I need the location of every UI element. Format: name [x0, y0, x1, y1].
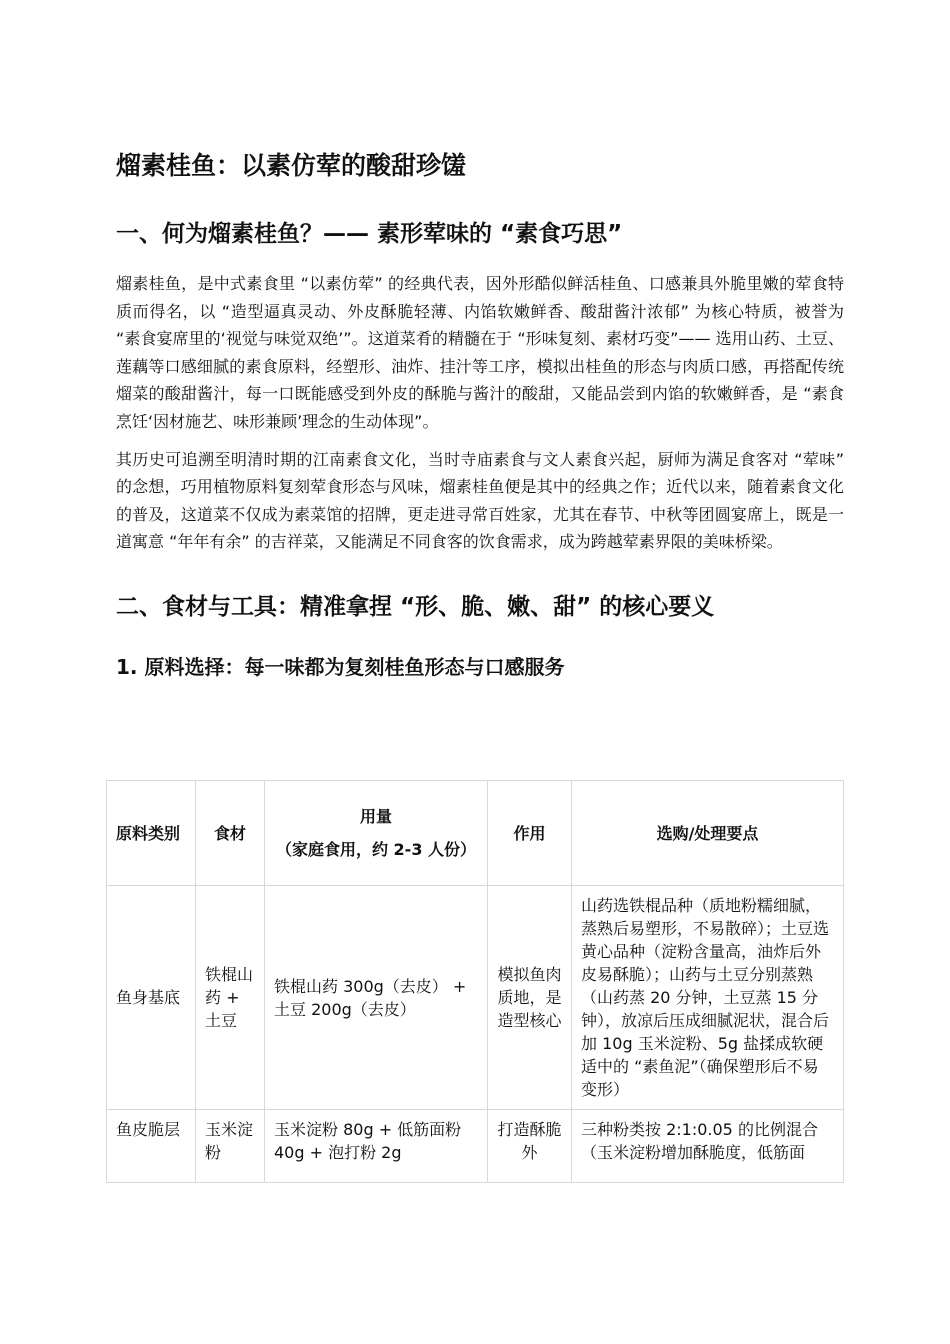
cell-notes: 三种粉类按 2:1:0.05 的比例混合（玉米淀粉增加酥脆度，低筋面 [572, 1110, 844, 1183]
table-header-row [107, 781, 844, 886]
cell-amount: 铁棍山药 300g（去皮） + 土豆 200g（去皮） [265, 886, 488, 1110]
subsection-1-heading: 1. 原料选择：每一味都为复刻桂鱼形态与口感服务 [116, 654, 565, 679]
cell-ingredient: 铁棍山药 + 土豆 [196, 886, 265, 1110]
cell-ingredient: 玉米淀粉 [196, 1110, 265, 1183]
table-row [107, 886, 844, 1110]
cell-category: 鱼皮脆层 [107, 1110, 196, 1183]
header-amount-line1: 用量 [359, 807, 392, 826]
header-amount [265, 781, 488, 886]
cell-role: 打造酥脆外 [488, 1110, 572, 1183]
cell-notes: 山药选铁棍品种（质地粉糯细腻，蒸熟后易塑形，不易散碎）；土豆选黄心品种（淀粉含量高，油炸后外皮易酥脆）；山药与土豆分别蒸熟（山药蒸 20 分钟，土豆蒸 15 分钟），放凉后压成细腻泥状，混合后加 10g 玉米淀粉、5g 盐揉成软硬适中的 “素鱼泥”（确保塑形后不易变形） [572, 886, 844, 1110]
section-2-heading: 二、食材与工具：精准拿捏 “形、脆、嫩、甜” 的核心要义 [116, 593, 715, 620]
cell-category: 鱼身基底 [107, 886, 196, 1110]
header-amount-line2: （家庭食用，约 2-3 人份） [275, 840, 477, 859]
section-1-paragraph-2: 其历史可追溯至明清时期的江南素食文化，当时寺庙素食与文人素食兴起，厨师为满足食客对 “荤味” 的念想，巧用植物原料复刻荤食形态与风味，熘素桂鱼便是其中的经典之作；近代以来，随着素食文化的普及，这道菜不仅成为素菜馆的招牌，更走进寻常百姓家，尤其在春节、中秋等团圆宴席上，既是一道寓意 “年年有余” 的吉祥菜，又能满足不同食客的饮食需求，成为跨越荤素界限的美味桥梁。 [116, 449, 844, 552]
ingredients-table [106, 780, 844, 1183]
table-row [107, 1110, 844, 1183]
document-body [116, 146, 844, 683]
cell-role: 模拟鱼肉质地，是造型核心 [488, 886, 572, 1110]
section-1-heading: 一、何为熘素桂鱼？—— 素形荤味的 “素食巧思” [116, 221, 623, 247]
header-role: 作用 [488, 781, 572, 886]
header-ingredient: 食材 [196, 781, 265, 886]
page-title: 熘素桂鱼：以素仿荤的酸甜珍馐 [116, 151, 467, 180]
cell-amount: 玉米淀粉 80g + 低筋面粉 40g + 泡打粉 2g [265, 1110, 488, 1183]
section-1-paragraph-1: 熘素桂鱼，是中式素食里 “以素仿荤” 的经典代表，因外形酷似鲜活桂鱼、口感兼具外脆里嫩的荤食特质而得名，以 “造型逼真灵动、外皮酥脆轻薄、内馅软嫩鲜香、酸甜酱汁浓郁” 为核心特质，被誉为 “素食宴席里的‘视觉与味觉双绝’”。这道菜肴的精髓在于 “形味复刻、素材巧变”—— 选用山药、土豆、莲藕等口感细腻的素食原料，经塑形、油炸、挂汁等工序，模拟出桂鱼的形态与肉质口感，再搭配传统熘菜的酸甜酱汁，每一口既能感受到外皮的酥脆与酱汁的酸甜，又能品尝到内馅的软嫩鲜香，是 “素食烹饪‘因材施艺、味形兼顾’理念的生动体现”。 [116, 274, 844, 431]
header-notes: 选购/处理要点 [572, 781, 844, 886]
header-category: 原料类别 [107, 781, 196, 886]
